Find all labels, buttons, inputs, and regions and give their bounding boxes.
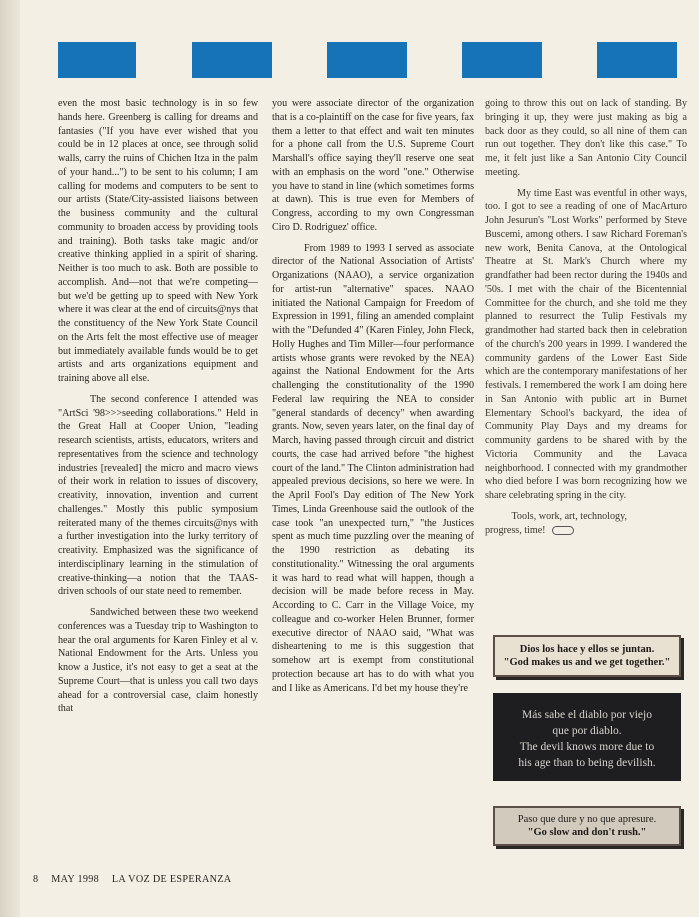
- header-bar-1: [58, 42, 136, 78]
- publication-name: LA VOZ DE ESPERANZA: [111, 874, 232, 885]
- closing-text-1: Tools, work, art, technology,: [511, 510, 627, 522]
- saying-english: The devil knows more due to: [519, 741, 655, 753]
- paragraph: The second conference I attended was "ArtSci '98>>>seeding collaborations." Held in the Great Hall at Cooper Union, "leading research scientists, artists, educators, writers and representatives from the science and technology industries [revealed] the micro and macro views of their work in relation to issues of discovery, creativity, innovation, invention and current challenges." Mostly this public symposium reiterated many of the themes circuits@nys with a further investigation into the lurky territory of creativity. Emphasized was the significance of interdisciplinary learning in the stimulation of creative-thinking—a notion that the TAAS-driven schools of our state need to remember.: [58, 393, 258, 598]
- paragraph: Sandwiched between these two weekend conferences was a Tuesday trip to Washington to hear the oral arguments for Karen Finley et al v. National Endowment for the Arts. Unless you know a Justice, it's not easy to get a seat at the Supreme Court—that is unless you call two days ahead for a controversial case, claim honestly that: [58, 607, 258, 715]
- header-bar-2: [192, 42, 272, 78]
- closing-line: [485, 510, 687, 524]
- page-footer: [33, 874, 453, 885]
- header-bar-4: [462, 42, 542, 78]
- saying-box-1: [493, 635, 681, 677]
- article-column-3: [485, 97, 687, 537]
- signature-mark-icon: [552, 526, 574, 535]
- saying-english: his age than to being devilish.: [518, 757, 656, 769]
- saying-spanish: Paso que dure y no que apresure.: [517, 814, 657, 825]
- article-column-1: [58, 97, 258, 716]
- saying-box-3: [493, 806, 681, 846]
- saying-box-2: [493, 693, 681, 781]
- header-bar-5: [597, 42, 677, 78]
- paragraph: even the most basic technology is in so few hands here. Greenberg is calling for dreams and fantasies ("If you have ever wished that you could be in 12 places at once, see through solid walls, carry the ruins of Chichen Itza in the palm of your hand...") to be sent to his column; I am calling for modems and computers to be sent to our artists (State/City-assisted liaisons between the business community and the cultural community to broaden access by providing tools and training). Both tasks take magic and/or creative thinking applied in a spirit of sharing. Neither is too much to ask. Both are possible to accomplish. And—not that we're competing—but we'd be getting up to speed with New York where it was clear at the end of circuits@nys that the constituency of the New York State Council on the Arts felt the most effective use of meager but immediately available funds would be to get artists and arts organizations equipment and training above all else.: [58, 98, 258, 384]
- page-edge: [0, 0, 20, 917]
- saying-english: "Go slow and don't rush.": [527, 827, 647, 838]
- saying-spanish: Dios los hace y ellos se juntan.: [519, 644, 655, 655]
- closing-line-2: [485, 524, 687, 538]
- article-column-2: [272, 97, 474, 695]
- closing-text-2: progress, time!: [485, 524, 546, 536]
- paragraph: you were associate director of the organization that is a co-plaintiff on the case for five years, fax them a letter to that effect and wait ten minutes for a phone call from the U.S. Supreme Court Marshall's office saying they'll reserve one seat with an emphasis on the word "one." Otherwise you have to stand in line (which sometimes forms at dawn). This is true even for Members of Congress, according to my own Congressman Ciro D. Rodriguez' office.: [272, 98, 474, 233]
- saying-spanish: que por diablo.: [552, 725, 622, 737]
- issue-date: MAY 1998: [51, 874, 100, 885]
- saying-english: "God makes us and we get together.": [503, 657, 671, 668]
- paragraph: going to throw this out on lack of standing. By bringing it up, they were just making as big a back door as they could, so all nine of them can run out together. They don't like this case." To me, it felt just like a San Antonio City Council meeting.: [485, 98, 687, 178]
- page-number: 8: [33, 874, 39, 885]
- paragraph: From 1989 to 1993 I served as associate director of the National Association of Artists' Organizations (NAAO), a service organization for artist-run "alternative" spaces. NAAO initiated the National Campaign for Freedom of Expression in 1991, filing an amended complaint with the "Defunded 4" (Karen Finley, John Fleck, Holly Hughes and Tim Miller—four performance artists whose grants were revoked by the NEA) against the National Endowment for the Arts challenging the constitutionality of the 1990 Federal law requiring the NEA to consider "general standards of decency" when awarding grants. Now, seven years later, on the final day of March, having passed through circuit and district courts, the case had arrived before "the highest court of the land." The Clinton administration had appealed previous decisions, so here we were. In the April Fool's Day edition of The New York Times, Linda Greenhouse said the outlook of the case took "an unexpected turn," "the Justices spent as much time puzzling over the meaning of the 1990 restriction as debating its constitutionality." Witnessing the oral arguments it was hard to read what will happen, though a decision will be made before recess in May. According to C. Carr in the Village Voice, my colleague and co-worker Helen Brunner, former executive director of NAAO said, "What was disheartening to me is this suggestion that somehow art is exempt from constitutional protection because art has to do with what you and I like as Americans. I'd bet my house they're: [272, 242, 474, 694]
- paragraph: My time East was eventful in other ways, too. I got to see a reading of one of MacArturo John Jesurun's "Lost Works" performed by Steve Buscemi, among others. I saw Richard Foreman's new work, Benita Canova, at the Ontological Theatre at St. Mark's Church where my grandfather had been rector during the 1940s and '50s. I met with the chair of the Bicentennial Committee for the church, and she told me they planned to resurrect the Tulip Festivals my grandmother had started back then in celebration of the church's 200 years in 1999. I wandered the community gardens of the Lower East Side which are the contemporary manifestations of her festivals. I remembered the work I am doing here in San Antonio with public art in Burnet Elementary School's backyard, the idea of Community Play Days and my dreams for community gardens to be shared with by the Victoria Community and the Lavaca neighborhood. I connected with my grandmother who died before I was born recognizing how we share celebrating spring in the city.: [485, 187, 687, 501]
- header-bar-3: [327, 42, 407, 78]
- saying-spanish: Más sabe el diablo por viejo: [522, 709, 652, 721]
